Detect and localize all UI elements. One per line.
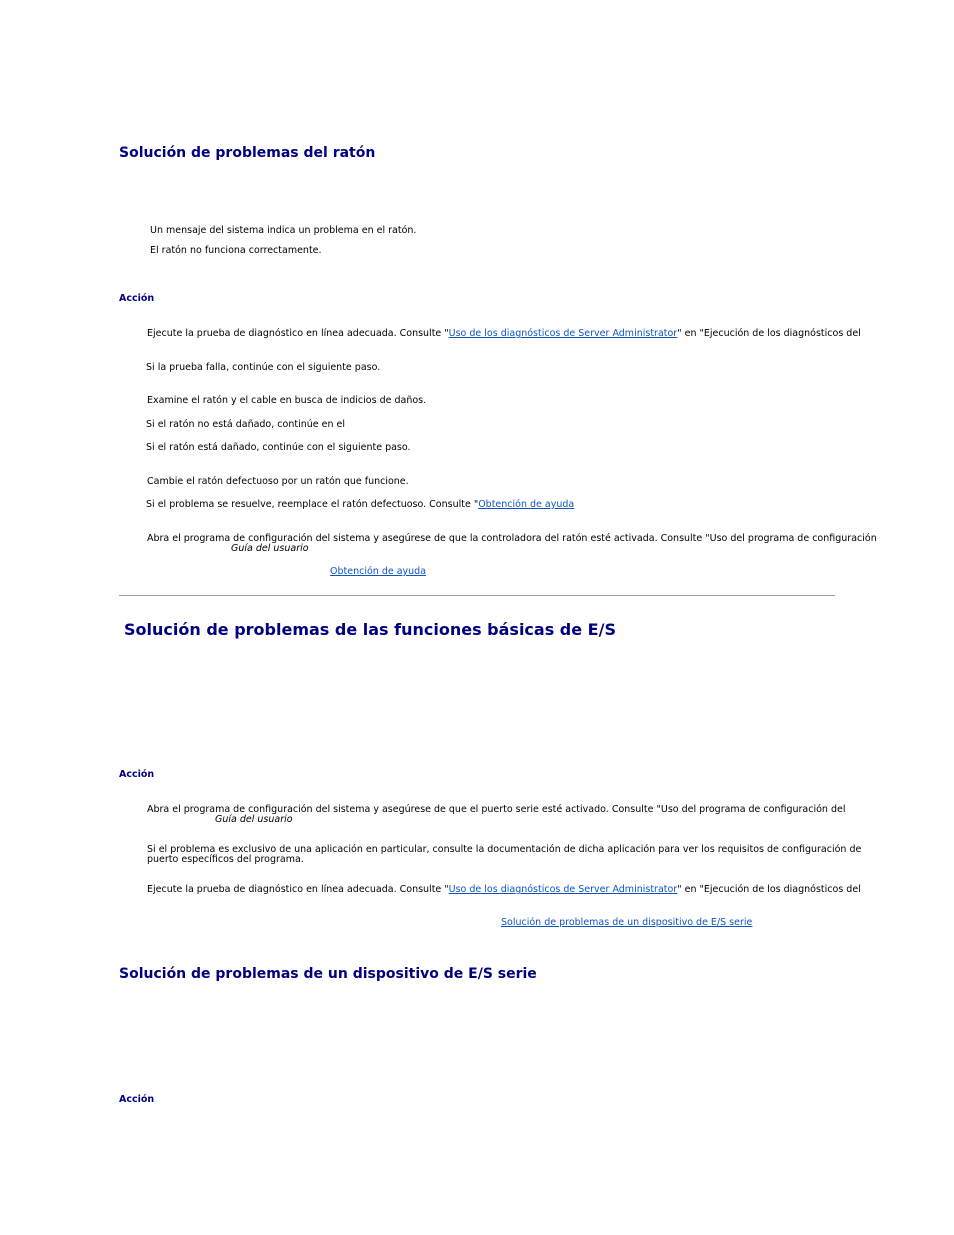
action-step: Si el problema es exclusivo de una aplicación en particular, consulte la documentación de dicha aplicación para ver los requisitos de configuración de (147, 844, 862, 855)
action-heading: Acción (119, 769, 155, 780)
action-step: Abra el programa de configuración del sistema y asegúrese de que la controladora del ratón esté activada. Consulte "Uso del programa de configuración (147, 533, 877, 544)
guide-reference: Guía del usuario (215, 814, 293, 825)
problem-item: Un mensaje del sistema indica un problema en el ratón. (150, 225, 417, 236)
section-divider (119, 595, 835, 596)
problem-item: El ratón no funciona correctamente. (150, 245, 322, 256)
action-heading: Acción (119, 293, 155, 304)
link-server-administrator-diagnostics[interactable]: Uso de los diagnósticos de Server Administrator (448, 884, 678, 895)
step-text: Si el ratón no está dañado, continúe en el (146, 419, 345, 430)
action-step: Abra el programa de configuración del sistema y asegúrese de que el puerto serie esté activado. Consulte "Uso del programa de configuración del (147, 804, 846, 815)
guide-reference: Guía del usuario (231, 543, 309, 554)
action-heading: Acción (119, 1094, 155, 1105)
action-step: Examine el ratón y el cable en busca de indicios de daños. (147, 395, 427, 406)
step-note (146, 419, 379, 430)
step-text: Si el problema se resuelve, reemplace el ratón defectuoso. Consulte " (146, 499, 479, 510)
step-text: Ejecute la prueba de diagnóstico en línea adecuada. Consulte " (147, 884, 449, 895)
action-step (147, 884, 861, 895)
section-title-serial-io: Solución de problemas de un dispositivo de E/S serie (119, 966, 537, 982)
step-text: Ejecute la prueba de diagnóstico en línea adecuada. Consulte " (147, 328, 449, 339)
step-note: Si la prueba falla, continúe con el siguiente paso. (146, 362, 381, 373)
step-note: Si el ratón está dañado, continúe con el siguiente paso. (146, 442, 411, 453)
link-serial-io-troubleshooting[interactable]: Solución de problemas de un dispositivo de E/S serie (501, 917, 753, 928)
blank-link[interactable] (348, 420, 379, 430)
link-getting-help[interactable]: Obtención de ayuda (478, 499, 575, 510)
link-server-administrator-diagnostics[interactable]: Uso de los diagnósticos de Server Administrator (448, 328, 678, 339)
action-step: Cambie el ratón defectuoso por un ratón que funcione. (147, 476, 409, 487)
link-getting-help[interactable]: Obtención de ayuda (330, 566, 427, 577)
step-text: " en "Ejecución de los diagnósticos del (677, 328, 861, 339)
action-step (147, 328, 861, 339)
action-step-continued: puerto específicos del programa. (147, 854, 304, 865)
step-text: " en "Ejecución de los diagnósticos del (677, 884, 861, 895)
section-title-basic-io: Solución de problemas de las funciones básicas de E/S (124, 620, 616, 639)
section-title-mouse: Solución de problemas del ratón (119, 145, 376, 161)
step-note (146, 499, 574, 510)
